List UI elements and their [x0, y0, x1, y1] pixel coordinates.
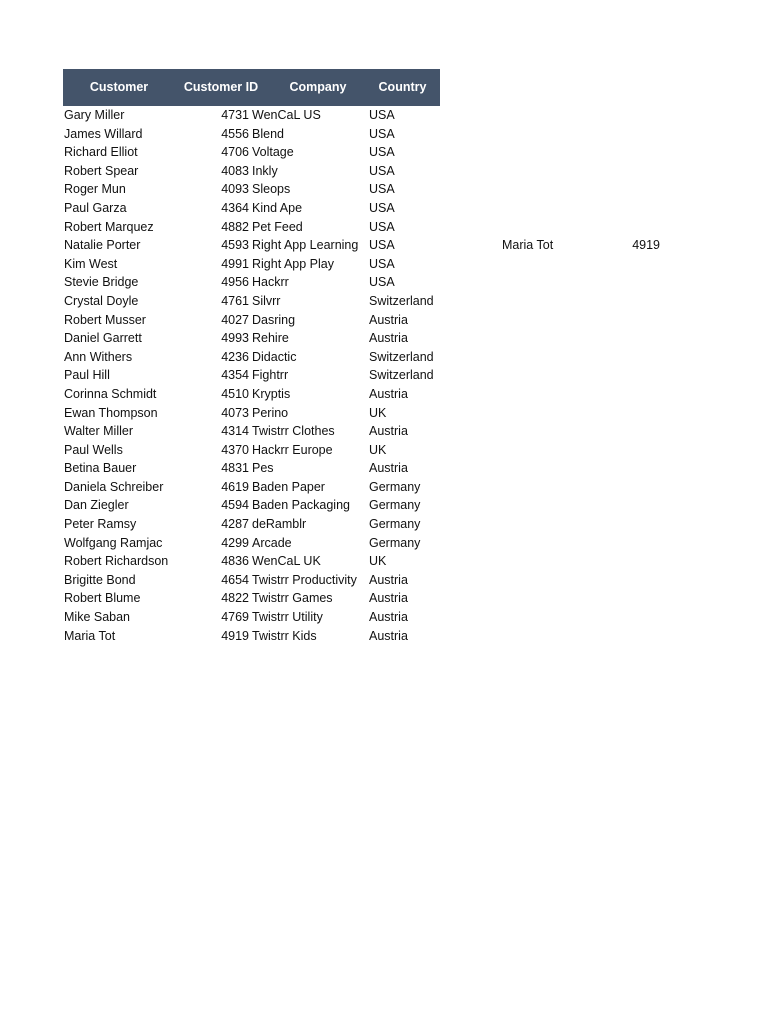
country-cell[interactable]: Austria: [369, 572, 408, 587]
customer-id-cell[interactable]: 4731: [221, 108, 249, 122]
company-cell[interactable]: WenCaL UK: [252, 554, 321, 569]
table-row: [0, 571, 768, 590]
customer-id-cell[interactable]: 4991: [221, 256, 249, 271]
country-cell[interactable]: Austria: [369, 461, 408, 476]
country-cell[interactable]: Austria: [369, 386, 408, 401]
country-cell[interactable]: Germany: [369, 517, 421, 532]
company-cell[interactable]: Right App Learning: [252, 238, 359, 253]
table-row: [0, 311, 768, 330]
customer-id-cell[interactable]: 4510: [221, 386, 249, 401]
customer-id-cell[interactable]: 4706: [221, 145, 249, 160]
country-cell[interactable]: UK: [369, 554, 387, 569]
country-cell[interactable]: Switzerland: [369, 293, 434, 308]
table-row: [0, 441, 768, 460]
country-cell[interactable]: USA: [369, 182, 395, 197]
customer-name-cell[interactable]: Robert Richardson: [64, 554, 169, 569]
table-row: [0, 534, 768, 553]
table-row: [0, 385, 768, 404]
table-row: [0, 329, 768, 348]
customer-id-cell[interactable]: 4287: [221, 517, 249, 532]
country-cell[interactable]: Austria: [369, 424, 408, 439]
customer-id-cell[interactable]: 4093: [221, 182, 249, 197]
table-row: [0, 143, 768, 162]
country-cell[interactable]: UK: [369, 405, 387, 420]
country-cell[interactable]: USA: [369, 219, 395, 234]
header-customer[interactable]: Customer: [89, 80, 149, 94]
customer-id-cell[interactable]: 4619: [221, 479, 249, 494]
table-header: [63, 69, 440, 106]
customer-name-cell[interactable]: Stevie Bridge: [64, 275, 139, 290]
country-cell[interactable]: Germany: [369, 498, 421, 513]
customer-name-cell[interactable]: Peter Ramsy: [64, 517, 137, 532]
country-cell[interactable]: Austria: [369, 628, 408, 643]
company-cell[interactable]: deRamblr: [252, 517, 307, 532]
customer-name-cell[interactable]: Robert Musser: [64, 312, 146, 327]
customer-name-cell[interactable]: Betina Bauer: [64, 461, 137, 476]
customer-name-cell[interactable]: Natalie Porter: [64, 238, 141, 253]
country-cell[interactable]: Austria: [369, 312, 408, 327]
company-cell[interactable]: Fightrr: [252, 368, 289, 383]
company-cell[interactable]: Blend: [252, 126, 284, 141]
customer-name-cell[interactable]: Corinna Schmidt: [64, 386, 157, 401]
customer-id-cell[interactable]: 4593: [221, 238, 249, 253]
table-row: [0, 459, 768, 478]
customer-id-cell[interactable]: 4836: [221, 554, 249, 569]
header-country[interactable]: Country: [378, 80, 427, 94]
customer-name-cell[interactable]: Paul Wells: [64, 442, 123, 457]
company-cell[interactable]: Sleops: [252, 182, 291, 197]
customer-id-cell[interactable]: 4956: [221, 275, 249, 290]
company-cell[interactable]: Perino: [252, 405, 289, 420]
table-row: [0, 255, 768, 274]
customer-id-cell[interactable]: 4073: [221, 405, 249, 420]
country-cell[interactable]: Germany: [369, 479, 421, 494]
company-cell[interactable]: Pes: [252, 461, 274, 476]
table-row: [0, 552, 768, 571]
customer-id-cell[interactable]: 4354: [221, 368, 249, 383]
company-cell[interactable]: Dasring: [252, 312, 296, 327]
table-row: [0, 422, 768, 441]
company-cell[interactable]: Didactic: [252, 349, 297, 364]
customer-name-cell[interactable]: Daniel Garrett: [64, 331, 142, 346]
customer-name-cell[interactable]: Roger Mun: [64, 182, 126, 197]
customer-name-cell[interactable]: Dan Ziegler: [64, 498, 129, 513]
customer-name-cell[interactable]: Daniela Schreiber: [64, 479, 164, 494]
customer-id-cell[interactable]: 4594: [221, 498, 249, 513]
country-cell[interactable]: Austria: [369, 591, 408, 606]
country-cell[interactable]: USA: [369, 163, 395, 178]
country-cell[interactable]: Austria: [369, 331, 408, 346]
table-row: [0, 273, 768, 292]
customer-id-cell[interactable]: 4761: [221, 293, 249, 308]
customer-id-cell[interactable]: 4654: [221, 572, 249, 587]
customer-id-cell[interactable]: 4083: [221, 163, 249, 178]
table-row: [0, 404, 768, 423]
table-row: [0, 106, 768, 125]
country-cell[interactable]: Germany: [369, 535, 421, 550]
header-company[interactable]: Company: [289, 80, 347, 94]
company-cell[interactable]: Twistrr Clothes: [252, 424, 335, 439]
table-row: [0, 125, 768, 144]
company-cell[interactable]: Baden Paper: [252, 479, 325, 494]
table-row: [0, 348, 768, 367]
customer-table-body: [0, 106, 768, 645]
customer-name-cell[interactable]: Wolfgang Ramjac: [64, 535, 163, 550]
customer-id-cell[interactable]: 4919: [221, 628, 249, 643]
customer-id-cell[interactable]: 4993: [221, 331, 249, 346]
table-row: [0, 199, 768, 218]
company-cell[interactable]: Twistrr Games: [252, 591, 333, 606]
customer-id-cell[interactable]: 4831: [221, 461, 249, 476]
customer-id-cell[interactable]: 4882: [221, 219, 249, 234]
customer-name-cell[interactable]: Paul Garza: [64, 200, 127, 215]
company-cell[interactable]: WenCaL US: [252, 108, 321, 122]
header-customer-id[interactable]: Customer ID: [183, 80, 259, 94]
country-cell[interactable]: Austria: [369, 610, 408, 625]
lookup-customer-name[interactable]: Maria Tot: [502, 238, 554, 252]
company-cell[interactable]: Twistrr Kids: [252, 628, 317, 643]
table-row: [0, 180, 768, 199]
country-cell[interactable]: USA: [369, 256, 395, 271]
customer-name-cell[interactable]: Walter Miller: [64, 424, 133, 439]
company-cell[interactable]: Baden Packaging: [252, 498, 350, 513]
customer-id-cell[interactable]: 4314: [221, 424, 249, 439]
company-cell[interactable]: Silvrr: [252, 293, 281, 308]
customer-name-cell[interactable]: Ann Withers: [64, 349, 133, 364]
customer-name-cell[interactable]: Richard Elliot: [64, 145, 138, 160]
country-cell[interactable]: USA: [369, 108, 395, 122]
company-cell[interactable]: Rehire: [252, 331, 289, 346]
table-row: [0, 366, 768, 385]
table-row: [0, 608, 768, 627]
country-cell[interactable]: Switzerland: [369, 349, 434, 364]
company-cell[interactable]: Pet Feed: [252, 219, 303, 234]
company-cell[interactable]: Hackrr Europe: [252, 442, 333, 457]
company-cell[interactable]: Kryptis: [252, 386, 291, 401]
company-cell[interactable]: Twistrr Productivity: [252, 572, 357, 587]
customer-name-cell[interactable]: Robert Marquez: [64, 219, 154, 234]
country-cell[interactable]: UK: [369, 442, 387, 457]
customer-id-cell[interactable]: 4370: [221, 442, 249, 457]
country-cell[interactable]: USA: [369, 238, 395, 253]
country-cell[interactable]: USA: [369, 126, 395, 141]
customer-name-cell[interactable]: Paul Hill: [64, 368, 110, 383]
customer-id-cell[interactable]: 4556: [221, 126, 249, 141]
customer-id-cell[interactable]: 4822: [221, 591, 249, 606]
country-cell[interactable]: USA: [369, 200, 395, 215]
company-cell[interactable]: Hackrr: [252, 275, 289, 290]
company-cell[interactable]: Kind Ape: [252, 200, 303, 215]
customer-name-cell[interactable]: Kim West: [64, 256, 118, 271]
table-row: [0, 478, 768, 497]
table-row: [0, 162, 768, 181]
customer-name-cell[interactable]: Crystal Doyle: [64, 293, 139, 308]
table-row: [0, 496, 768, 515]
customer-name-cell[interactable]: James Willard: [64, 126, 143, 141]
customer-id-cell[interactable]: 4027: [221, 312, 249, 327]
customer-name-cell[interactable]: Maria Tot: [64, 628, 116, 643]
company-cell[interactable]: Right App Play: [252, 256, 334, 271]
table-row: [0, 589, 768, 608]
customer-id-cell[interactable]: 4299: [221, 535, 249, 550]
customer-id-cell[interactable]: 4236: [221, 349, 249, 364]
customer-name-cell[interactable]: Robert Spear: [64, 163, 139, 178]
company-cell[interactable]: Inkly: [252, 163, 278, 178]
company-cell[interactable]: Arcade: [252, 535, 292, 550]
lookup-customer-id[interactable]: 4919: [632, 238, 660, 252]
table-row: [0, 218, 768, 237]
customer-id-cell[interactable]: 4769: [221, 610, 249, 625]
table-row: [0, 292, 768, 311]
company-cell[interactable]: Twistrr Utility: [252, 610, 323, 625]
table-row: [0, 627, 768, 646]
table-row: [0, 515, 768, 534]
customer-name-cell[interactable]: Ewan Thompson: [64, 405, 158, 420]
country-cell[interactable]: USA: [369, 145, 395, 160]
country-cell[interactable]: USA: [369, 275, 395, 290]
customer-name-cell[interactable]: Robert Blume: [64, 591, 141, 606]
customer-name-cell[interactable]: Mike Saban: [64, 610, 131, 625]
country-cell[interactable]: Switzerland: [369, 368, 434, 383]
company-cell[interactable]: Voltage: [252, 145, 294, 160]
customer-name-cell[interactable]: Gary Miller: [64, 108, 125, 122]
customer-name-cell[interactable]: Brigitte Bond: [64, 572, 136, 587]
customer-id-cell[interactable]: 4364: [221, 200, 249, 215]
